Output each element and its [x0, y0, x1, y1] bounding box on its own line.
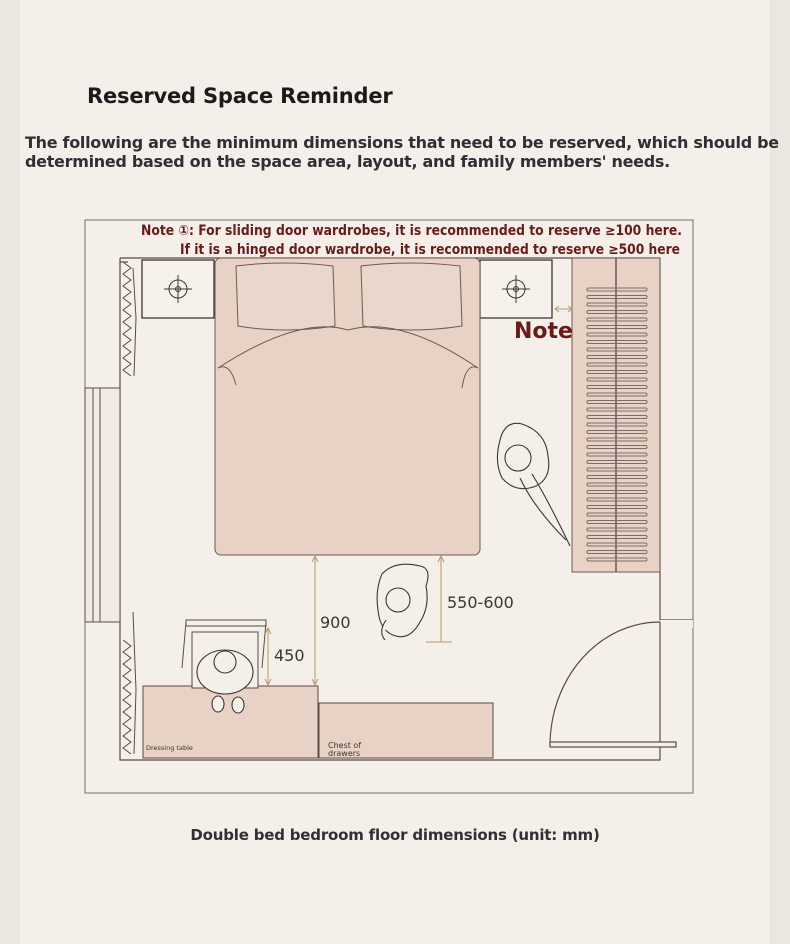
nightstand-right — [480, 260, 552, 318]
note-line-1: Note ①: For sliding door wardrobes, it is recommended to reserve ≥100 here. — [141, 223, 682, 239]
dressing-table-label: Dressing table — [146, 744, 193, 752]
curtain — [123, 262, 136, 754]
intro-line-1: The following are the minimum dimensions that need to be reserved, which should be — [25, 133, 779, 152]
wardrobe — [572, 258, 660, 572]
person-standing-wardrobe — [497, 423, 570, 546]
person-standing-center — [377, 564, 428, 640]
window — [85, 388, 120, 622]
double-bed — [215, 258, 480, 555]
dim-walkway: 550-600 — [447, 593, 514, 612]
page-title: Reserved Space Reminder — [87, 84, 393, 108]
dim-chair-to-table: 450 — [274, 646, 305, 665]
diagram-caption: Double bed bedroom floor dimensions (unit: mm) — [190, 826, 600, 844]
dim-bed-to-drawers: 900 — [320, 613, 351, 632]
door — [550, 620, 693, 748]
note-tag: Note — [514, 319, 573, 344]
intro-line-2: determined based on the space area, layout, and family members' needs. — [25, 152, 670, 171]
note-line-2: If it is a hinged door wardrobe, it is recommended to reserve ≥500 here — [180, 242, 680, 258]
nightstand-left — [142, 260, 214, 318]
chest-label-line-2: drawers — [328, 749, 361, 758]
chest-label-line-1: Chest of — [328, 741, 362, 750]
